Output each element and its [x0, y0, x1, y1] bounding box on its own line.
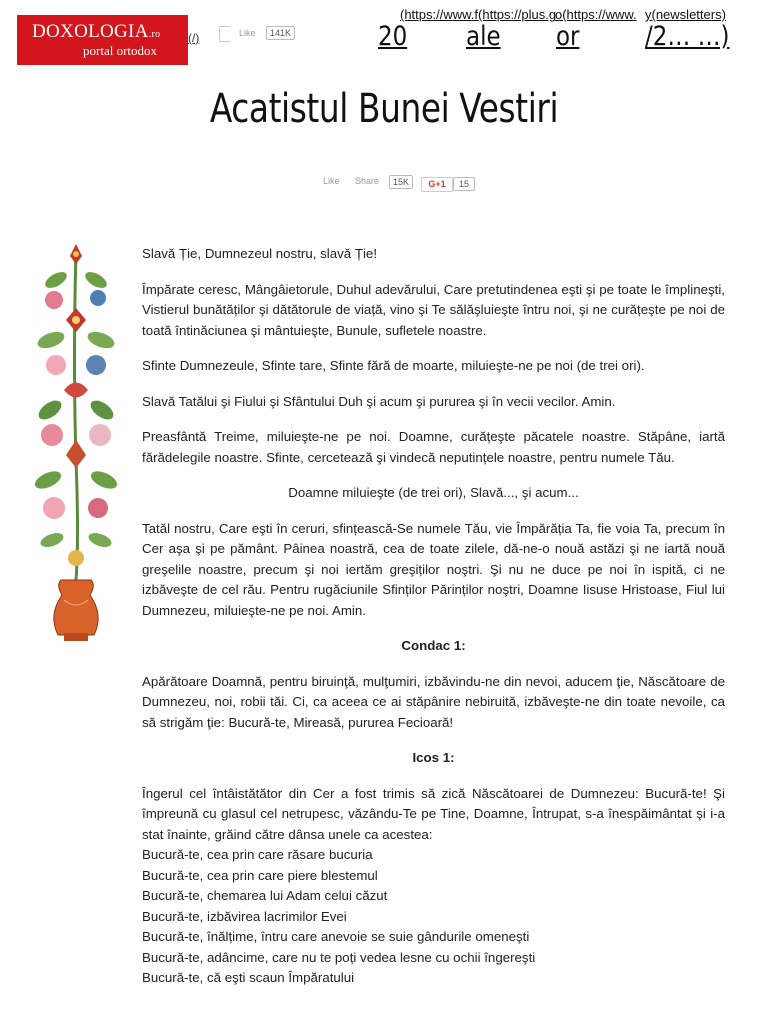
paragraph: Tatăl nostru, Care eşti în ceruri, sfințească-Se numele Tău, vie Împărăția Ta, fie voia Ta, precum în Cer aşa şi pe pământ. Pâinea noastră, cea de toate zilele, dă-ne-o nouă astăzi şi ne iartă nouă greşelile noastre, precum şi noi iertăm greşiților noştri. Şi nu ne duce pe noi în ispită, ci ne izbăveşte de cel rău. Pentru rugăciunile Sfinților Părinților noştri, Doamne Iisuse Hristoase, Fiul lui Dumnezeu, miluieşte-ne pe noi. Amin. [142, 520, 725, 618]
nav-fragment-2[interactable]: ale [466, 21, 501, 52]
facebook-like-button[interactable]: Like [239, 28, 256, 38]
like-button[interactable]: Like [323, 176, 340, 186]
paragraph: Apărătoare Doamnă, pentru biruinţă, mulţumiri, izbăvindu-ne din nevoi, aducem ţie, Născătoare de Dumnezeu, noi, robii tăi. Ci, ca aceea ce ai stăpânire nebiruită, izbăveşte-ne din toate nevoile, ca să strigăm ţie: Bucură-te, Mireasă, pururea Fecioară! [142, 673, 725, 730]
paragraph: Sfinte Dumnezeule, Sfinte tare, Sfinte fără de moarte, miluieşte-ne pe noi (de trei ori). [142, 358, 645, 373]
share-count: 15K [389, 175, 413, 189]
logo-tld: .ro [148, 29, 161, 40]
verse-line: Bucură-te, că eşti scaun Împăratului [142, 970, 355, 985]
paragraph-text: Îngerul cel întâistătător din Cer a fost trimis să zică Născătoarei de Dumnezeu: Bucură-te! Şi împreună cu glasul cel netrupesc, văzându-Te pe Tine, Doamne, Întrupat, s-a înespăimântat şi i-a stat înainte, grăind către dânsa unele ca acestea: [142, 785, 725, 842]
verse-line: Bucură-te, cea prin care piere blestemul [142, 867, 378, 883]
social-link-other[interactable]: o(https://www. [555, 7, 637, 22]
paragraph: Slavă Tatălui şi Fiului şi Sfântului Duh şi acum şi pururea şi în vecii vecilor. Amin. [142, 393, 616, 409]
paragraph: Doamne miluieşte (de trei ori), Slavă..., şi acum... [288, 485, 579, 500]
page-title: Acatistul Bunei Vestiri [209, 86, 559, 132]
home-link[interactable]: (/) [188, 31, 200, 45]
floral-ornament-image [26, 240, 126, 645]
paragraph: Preasfântă Treime, miluieşte-ne pe noi. Doamne, curățeşte păcatele noastre. Stăpâne, iartă fărădelegile noastre. Sfinte, cercetează şi vindecă neputințele noastre, pentru numele Tău. [142, 429, 725, 465]
nav-fragment-4[interactable]: /2… …) [645, 21, 730, 52]
share-button[interactable]: Share [355, 176, 380, 186]
verse-line: Bucură-te, chemarea lui Adam celui căzut [142, 888, 388, 903]
verse-line: Bucură-te, cea prin care răsare bucuria [142, 847, 373, 862]
verse-line: Bucură-te, izbăvirea lacrimilor Evei [142, 908, 347, 924]
top-bar [0, 0, 768, 70]
google-plus-count: 15 [453, 177, 475, 191]
verse-line: Bucură-te, înălțime, întru care anevoie se suie gândurile omeneşti [142, 929, 530, 944]
section-heading: Icos 1: [412, 750, 455, 765]
paragraph: Împărate ceresc, Mângâietorule, Duhul adevărului, Care pretutindenea eşti şi pe toate le împlineşti, Vistierul bunătăților şi dătătorule de viață, vino şi Te sălăşluieşte întru noi, şi ne curățeşte pe noi de toată întinăciunea şi mântuieşte, Bunule, sufletele noastre. [142, 281, 725, 338]
facebook-like-icon [219, 26, 230, 42]
nav-fragment-1[interactable]: 20 [378, 21, 408, 52]
social-link-facebook[interactable]: (https://www.f(https://plus.g [400, 7, 557, 22]
logo-subtitle: portal ortodox [83, 43, 158, 58]
logo-main-text: DOXOLOGIA [32, 21, 149, 42]
nav-fragment-3[interactable]: or [556, 21, 580, 52]
newsletter-link[interactable]: y(newsletters) [645, 7, 726, 22]
section-heading: Condac 1: [401, 638, 466, 653]
facebook-like-count: 141K [266, 26, 295, 40]
paragraph [142, 784, 725, 989]
google-plus-button[interactable]: G+1 [421, 177, 453, 192]
paragraph: Slavă Ție, Dumnezeul nostru, slavă Ție! [142, 246, 378, 261]
site-logo[interactable] [17, 15, 188, 65]
article-body [142, 244, 725, 989]
verse-line: Bucură-te, adâncime, care nu te poți vedea lesne cu ochii îngereşti [142, 949, 536, 965]
